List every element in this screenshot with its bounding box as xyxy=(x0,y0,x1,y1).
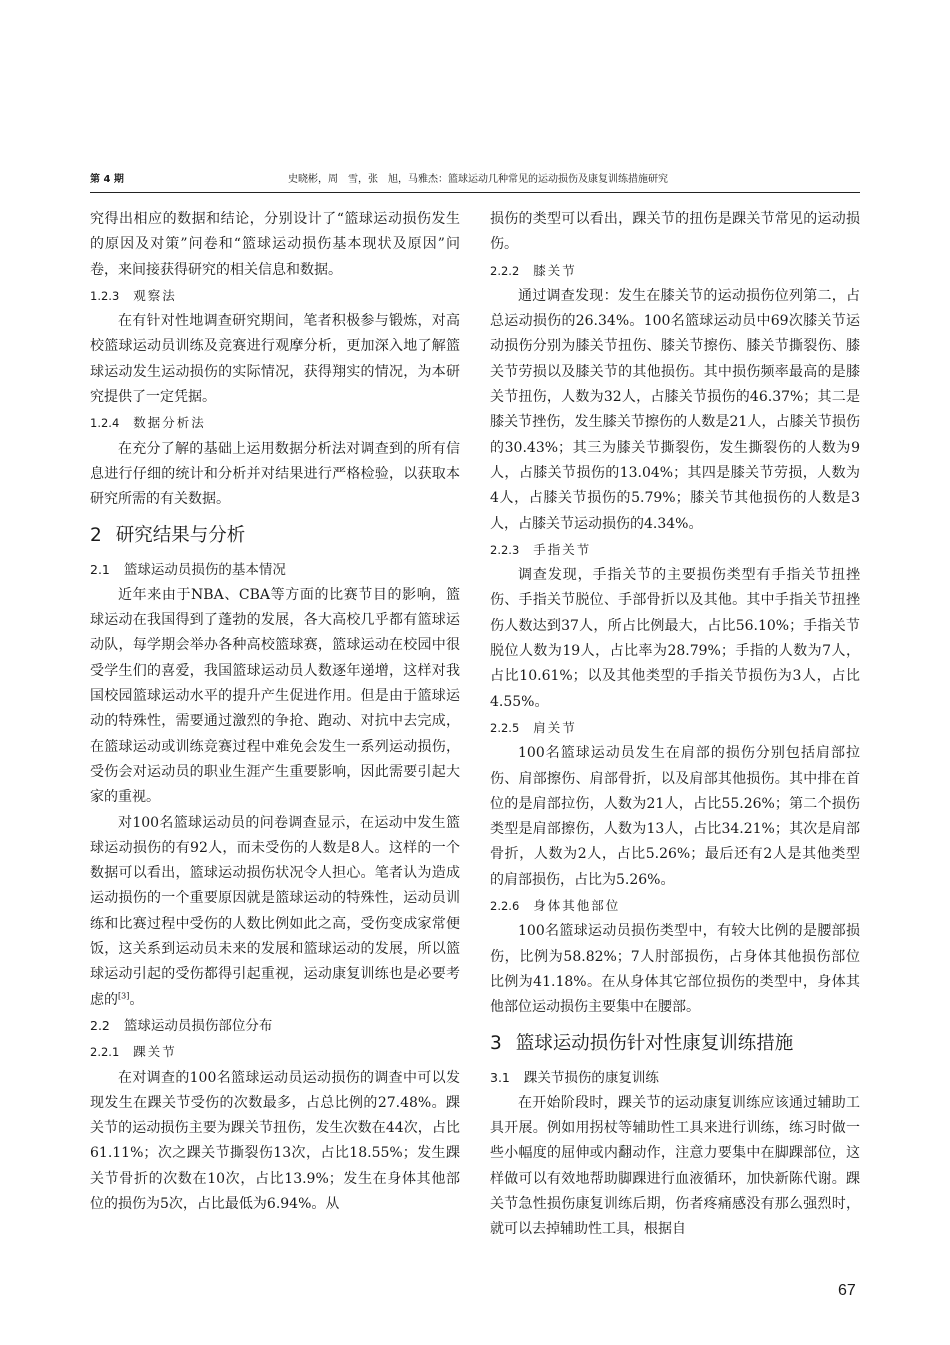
other-body-paragraph: 100名篮球运动员损伤类型中，有较大比例的是腰部损伤，比例为58.82%；7人肘部损伤，占身体其他损伤部位比例为41.18%。在从身体其它部位损伤的类型中，身体其他部位运动损伤主要集中在腰部。 xyxy=(490,923,860,1016)
section-number: 2.2.5 xyxy=(490,720,520,735)
section-2-2-5-heading xyxy=(490,715,860,741)
section-title: 数据分析法 xyxy=(133,415,206,431)
section-2-2-heading xyxy=(90,1013,460,1039)
header-rule xyxy=(90,192,860,193)
section-number: 2 xyxy=(90,524,102,546)
basic-situation-paragraph-1: 近年来由于NBA、CBA等方面的比赛节目的影响，篮球运动在我国得到了蓬勃的发展，各大高校几乎都有篮球运动队，每学期会举办各种高校篮球赛，篮球运动在校园中很受学生们的喜爱，我国篮球运动员人数逐年递增，这样对我国校园篮球运动水平的提升产生促进作用。但是由于篮球运动的特殊性，需要通过激烈的争抢、跑动、对抗中去完成，在篮球运动或训练竞赛过程中难免会发生一系列运动损伤，受伤会对运动员的职业生涯产生重要影响，因此需要引起大家的重视。 xyxy=(90,586,460,806)
left-column xyxy=(90,207,460,1217)
section-title: 踝关节损伤的康复训练 xyxy=(523,1069,659,1086)
continued-paragraph: 究得出相应的数据和结论，分别设计了“篮球运动损伤发生的原因及对策”问卷和“篮球运动损伤基本现状及原因”问卷，来间接获得研究的相关信息和数据。 xyxy=(90,211,460,278)
section-number: 2.2.3 xyxy=(490,542,520,557)
section-2-2-3-heading xyxy=(490,537,860,563)
ankle-rehab-paragraph: 在开始阶段时，踝关节的运动康复训练应该通过辅助工具开展。例如用拐杖等辅助性工具来进行训练，练习时做一些小幅度的屈伸或内翻动作，注意力要集中在脚踝部位，这样做可以有效地帮助脚踝进行血液循环，加快新陈代谢。踝关节急性损伤康复训练后期，伤者疼痛感没有那么强烈时，就可以去掉辅助性工具，根据自 xyxy=(490,1094,860,1238)
section-2-2-2-heading xyxy=(490,258,860,284)
section-2-2-6-heading xyxy=(490,893,860,919)
section-1-2-3-heading xyxy=(90,283,460,309)
section-number: 2.2.6 xyxy=(490,899,520,914)
paragraph-end: 。 xyxy=(129,991,144,1008)
page-number: 67 xyxy=(838,1282,856,1299)
section-2-2-1-heading xyxy=(90,1039,460,1065)
section-number: 1.2.4 xyxy=(90,416,120,431)
section-2-1-heading xyxy=(90,557,460,583)
basic-situation-paragraph-2 xyxy=(90,811,460,1013)
section-title: 身体其他部位 xyxy=(533,898,621,914)
section-number: 3.1 xyxy=(490,1069,510,1085)
data-analysis-paragraph: 在充分了解的基础上运用数据分析法对调查到的所有信息进行仔细的统计和分析并对结果进行严格检验，以获取本研究所需的有关数据。 xyxy=(90,440,460,508)
section-number: 2.2 xyxy=(90,1017,110,1033)
section-title: 篮球运动员损伤的基本情况 xyxy=(123,561,286,578)
ankle-paragraph: 在对调查的100名篮球运动员运动损伤的调查中可以发现发生在踝关节受伤的次数最多，占总比例的27.48%。踝关节的运动损伤主要为踝关节扭伤，发生次数在44次，占比61.11%；次之踝关节撕裂伤13次，占比18.55%；发生踝关节骨折的次数在10次，占比13.9%；发生在身体其他部位的损伤为5次，占比最低为6.94%。从 xyxy=(90,1069,460,1212)
section-title: 手指关节 xyxy=(533,541,592,557)
section-title: 膝关节 xyxy=(533,262,577,278)
observation-paragraph: 在有针对性地调查研究期间，笔者积极参与锻炼，对高校篮球运动员训练及竞赛进行观摩分析，更加深入地了解篮球运动发生运动损伤的实际情况，获得翔实的情况，为本研究提供了一定凭据。 xyxy=(90,313,460,406)
issue-number: 第 4 期 xyxy=(90,174,124,185)
section-title: 肩关节 xyxy=(533,719,577,735)
running-title: 史晓彬，周 雪，张 旭，马雅杰：篮球运动几种常见的运动损伤及康复训练措施研究 xyxy=(288,174,668,185)
citation: [3] xyxy=(118,990,130,1000)
continued-paragraph: 损伤的类型可以看出，踝关节的扭伤是踝关节常见的运动损伤。 xyxy=(490,211,860,253)
shoulder-paragraph: 100名篮球运动员发生在肩部的损伤分别包括肩部拉伤、肩部擦伤、肩部骨折，以及肩部其他损伤。其中排在首位的是肩部拉伤，人数为21人，占比55.26%；第二个损伤类型是肩部擦伤，人数为13人，占比34.21%；其次是肩部骨折，人数为2人，占比5.26%；最后还有2人是其他类型的肩部损伤，占比为5.26%。 xyxy=(490,745,860,888)
section-title: 踝关节 xyxy=(133,1044,177,1060)
section-2-heading xyxy=(90,521,460,551)
finger-paragraph: 调查发现，手指关节的主要损伤类型有手指关节扭挫伤、手指关节脱位、手部骨折以及其他。其中手指关节扭挫伤人数达到37人，所占比例最大，占比56.10%；手指关节脱位人数为19人，占比率为28.79%；手指的人数为7人，占比10.61%；以及其他类型的手指关节损伤为3人，占比4.55%。 xyxy=(490,567,860,710)
section-title: 研究结果与分析 xyxy=(115,524,246,546)
knee-paragraph: 通过调查发现：发生在膝关节的运动损伤位列第二，占总运动损伤的26.34%。100名篮球运动员中69次膝关节运动损伤分别为膝关节扭伤、膝关节擦伤、膝关节撕裂伤、膝关节劳损以及膝关节的其他损伤。其中损伤频率最高的是膝关节扭伤，人数为32人，占膝关节损伤的46.37%；其二是膝关节挫伤，发生膝关节擦伤的人数是21人，占膝关节损伤的30.43%；其三为膝关节撕裂伤，发生撕裂伤的人数为9人，占膝关节损伤的13.04%；其四是膝关节劳损，人数为4人，占膝关节损伤的5.79%；膝关节其他损伤的人数是3人，占膝关节运动损伤的4.34%。 xyxy=(490,287,860,532)
section-3-1-heading xyxy=(490,1065,860,1091)
running-header xyxy=(90,172,860,188)
section-title: 篮球运动损伤针对性康复训练措施 xyxy=(515,1032,794,1054)
section-title: 观察法 xyxy=(133,287,177,303)
section-number: 2.1 xyxy=(90,561,110,577)
section-number: 1.2.3 xyxy=(90,288,120,303)
paragraph-text: 对100名篮球运动员的问卷调查显示，在运动中发生篮球运动损伤的有92人，而未受伤的人数是8人。这样的一个数据可以看出，篮球运动损伤状况令人担心。笔者认为造成运动损伤的一个重要原因就是篮球运动的特殊性，运动员训练和比赛过程中受伤的人数比例如此之高，受伤变成家常便饭，这关系到运动员未来的发展和篮球运动的发展，所以篮球运动引起的受伤都得引起重视，运动康复训练也是必要考虑的 xyxy=(90,814,460,1008)
section-title: 篮球运动员损伤部位分布 xyxy=(123,1017,273,1034)
section-number: 2.2.1 xyxy=(90,1045,120,1060)
section-number: 2.2.2 xyxy=(490,263,520,278)
section-number: 3 xyxy=(490,1032,502,1054)
section-3-heading xyxy=(490,1029,860,1059)
section-1-2-4-heading xyxy=(90,410,460,436)
right-column xyxy=(490,207,860,1243)
